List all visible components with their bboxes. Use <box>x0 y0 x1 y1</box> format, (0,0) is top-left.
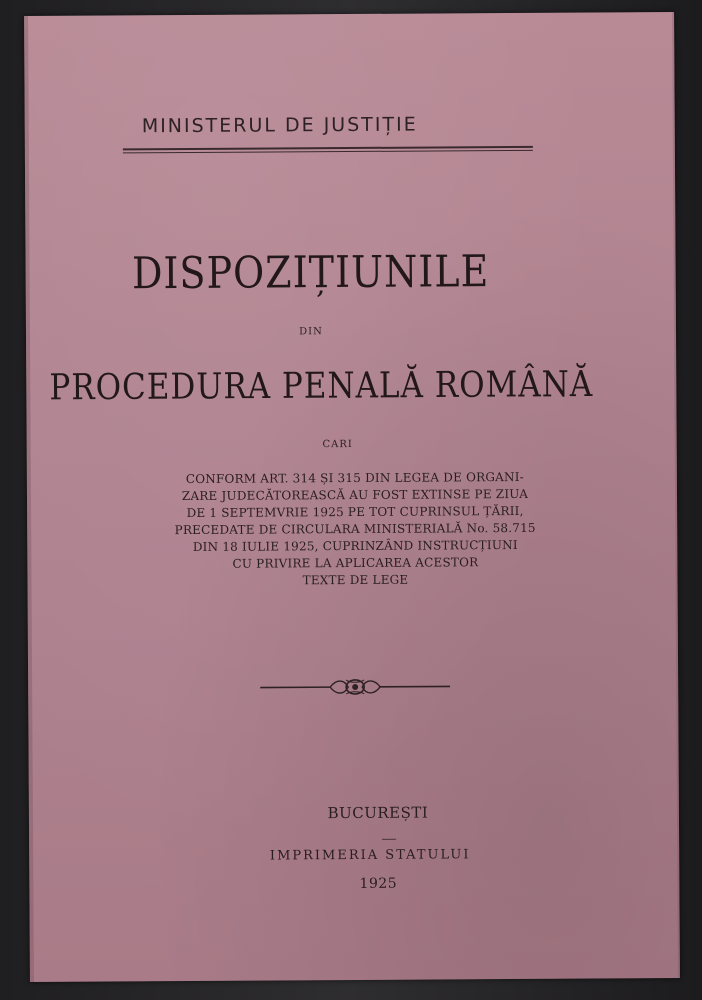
document-subtitle: PROCEDURA PENALĂ ROMÂNĂ <box>49 363 594 409</box>
description-line: ZARE JUDECĂTOREASCĂ AU FOST EXTINSE PE ZIUA <box>181 486 529 504</box>
ministry-heading: MINISTERUL DE JUSTIȚIE <box>141 113 418 138</box>
decorative-flourish-icon <box>260 673 450 700</box>
description-line: CONFORM ART. 314 ȘI 315 DIN LEGEA DE ORGANI- <box>185 469 524 487</box>
printer-name: IMPRIMERIA STATULUI <box>269 847 471 864</box>
description-line: DE 1 SEPTEMVRIE 1925 PE TOT CUPRINSUL ȚĂRII, <box>186 503 524 521</box>
document-title: DISPOZIȚIUNILE <box>131 245 490 299</box>
title-connector: DIN <box>299 326 323 338</box>
relative-pronoun: CARI <box>322 438 353 451</box>
description-block <box>165 469 546 590</box>
heading-double-rule <box>123 146 533 154</box>
description-line: CU PRIVIRE LA APLICAREA ACESTOR <box>232 555 479 571</box>
publication-year: 1925 <box>359 875 398 892</box>
small-divider <box>382 839 396 840</box>
description-line: TEXTE DE LEGE <box>302 572 409 588</box>
description-line: DIN 18 IULIE 1925, CUPRINZÂND INSTRUCȚIUNI <box>192 537 518 554</box>
publication-city: BUCUREȘTI <box>327 803 429 823</box>
booklet-cover <box>24 12 680 982</box>
description-line: PRECEDATE DE CIRCULARA MINISTERIALĂ No. 58.715 <box>174 520 536 538</box>
